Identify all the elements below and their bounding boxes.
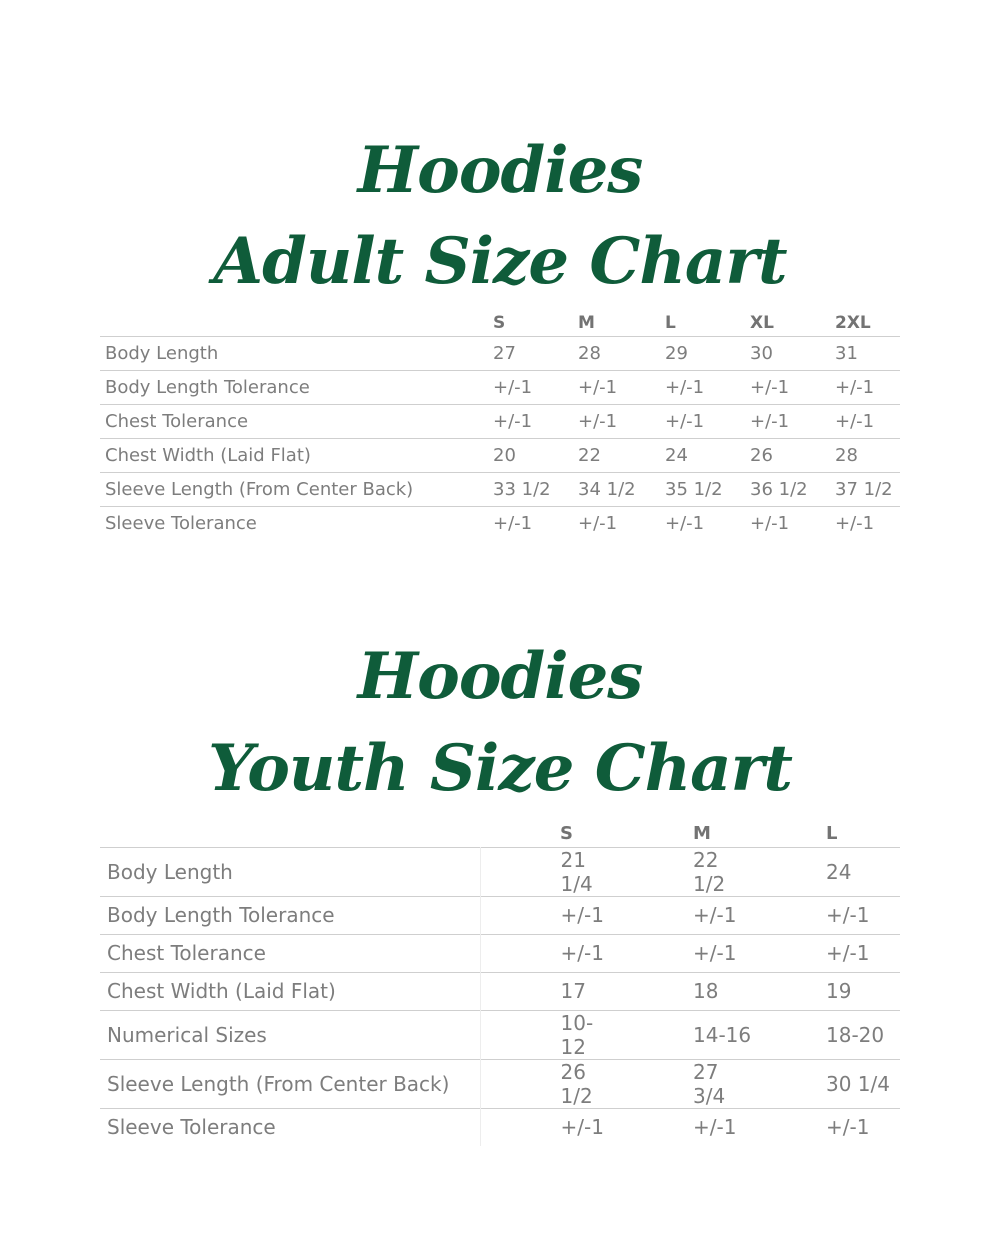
row-label: Numerical Sizes — [100, 1010, 480, 1059]
table-cell: +/-1 — [613, 934, 753, 972]
table-cell: +/-1 — [835, 404, 900, 438]
table-cell: +/-1 — [753, 896, 900, 934]
row-label: Sleeve Tolerance — [100, 506, 493, 540]
table-cell: +/-1 — [493, 370, 578, 404]
table-cell: +/-1 — [613, 896, 753, 934]
table-cell: +/-1 — [480, 896, 613, 934]
table-cell: 35 1/2 — [665, 472, 750, 506]
table-cell: 10-12 — [480, 1010, 613, 1059]
table-cell: +/-1 — [835, 370, 900, 404]
table-cell: 19 — [753, 972, 900, 1010]
table-cell: +/-1 — [753, 934, 900, 972]
table-cell: 22 — [578, 438, 665, 472]
table-cell: 36 1/2 — [750, 472, 835, 506]
table-row — [100, 472, 900, 506]
table-cell: +/-1 — [750, 404, 835, 438]
row-label: Chest Tolerance — [100, 404, 493, 438]
table-cell: +/-1 — [493, 404, 578, 438]
table-cell: +/-1 — [613, 1108, 753, 1146]
table-row — [100, 506, 900, 540]
table-cell: 30 1/4 — [753, 1059, 900, 1108]
adult-size-header: S — [493, 312, 506, 333]
table-row — [100, 1010, 900, 1059]
table-row — [100, 336, 900, 370]
table-cell: +/-1 — [578, 506, 665, 540]
adult-size-header: L — [665, 312, 676, 333]
table-cell: 27 — [493, 336, 578, 370]
table-cell: 26 — [750, 438, 835, 472]
youth-title-line1: Hoodies — [357, 639, 643, 714]
table-cell: 29 — [665, 336, 750, 370]
youth-header-blank — [100, 818, 480, 847]
adult-title-line2: Adult Size Chart — [213, 224, 787, 299]
table-row — [100, 370, 900, 404]
table-cell: +/-1 — [480, 1108, 613, 1146]
table-cell: +/-1 — [493, 506, 578, 540]
table-row — [100, 1059, 900, 1108]
table-cell: 28 — [835, 438, 900, 472]
youth-title-line2: Youth Size Chart — [208, 731, 792, 806]
table-cell: 26 1/2 — [480, 1059, 613, 1108]
row-label: Body Length — [100, 336, 493, 370]
row-label: Sleeve Length (From Center Back) — [100, 472, 493, 506]
table-row — [100, 934, 900, 972]
adult-size-header: 2XL — [835, 312, 871, 333]
youth-size-table — [100, 818, 900, 1146]
table-cell: +/-1 — [835, 506, 900, 540]
table-cell: +/-1 — [665, 506, 750, 540]
table-cell: +/-1 — [750, 506, 835, 540]
table-cell: +/-1 — [665, 370, 750, 404]
adult-size-table — [100, 309, 900, 540]
youth-size-header: M — [693, 822, 711, 844]
table-row — [100, 404, 900, 438]
table-cell: +/-1 — [480, 934, 613, 972]
row-label: Chest Width (Laid Flat) — [100, 438, 493, 472]
table-cell: 21 1/4 — [480, 847, 613, 896]
table-cell: 24 — [753, 847, 900, 896]
table-row — [100, 1108, 900, 1146]
table-row — [100, 847, 900, 896]
table-cell: 22 1/2 — [613, 847, 753, 896]
row-label: Body Length Tolerance — [100, 370, 493, 404]
table-cell: +/-1 — [750, 370, 835, 404]
row-label: Body Length Tolerance — [100, 896, 480, 934]
table-cell: 30 — [750, 336, 835, 370]
table-cell: 24 — [665, 438, 750, 472]
table-cell: 37 1/2 — [835, 472, 900, 506]
table-cell: +/-1 — [578, 404, 665, 438]
youth-size-header: S — [560, 822, 573, 844]
row-label: Body Length — [100, 847, 480, 896]
adult-size-header: M — [578, 312, 595, 333]
adult-header-row — [100, 309, 900, 336]
table-cell: 31 — [835, 336, 900, 370]
table-cell: 28 — [578, 336, 665, 370]
table-cell: +/-1 — [753, 1108, 900, 1146]
table-cell: 33 1/2 — [493, 472, 578, 506]
adult-size-header: XL — [750, 312, 774, 333]
table-cell: 34 1/2 — [578, 472, 665, 506]
row-label: Sleeve Length (From Center Back) — [100, 1059, 480, 1108]
table-row — [100, 438, 900, 472]
table-cell: 14-16 — [613, 1010, 753, 1059]
row-label: Sleeve Tolerance — [100, 1108, 480, 1146]
table-cell: 18-20 — [753, 1010, 900, 1059]
table-cell: 27 3/4 — [613, 1059, 753, 1108]
table-row — [100, 896, 900, 934]
table-cell: +/-1 — [578, 370, 665, 404]
youth-header-row — [100, 818, 900, 847]
table-row — [100, 972, 900, 1010]
adult-title-line1: Hoodies — [357, 133, 643, 208]
youth-size-header: L — [826, 822, 838, 844]
table-cell: 20 — [493, 438, 578, 472]
row-label: Chest Tolerance — [100, 934, 480, 972]
adult-header-blank — [100, 309, 493, 336]
table-cell: +/-1 — [665, 404, 750, 438]
row-label: Chest Width (Laid Flat) — [100, 972, 480, 1010]
table-cell: 18 — [613, 972, 753, 1010]
table-cell: 17 — [480, 972, 613, 1010]
